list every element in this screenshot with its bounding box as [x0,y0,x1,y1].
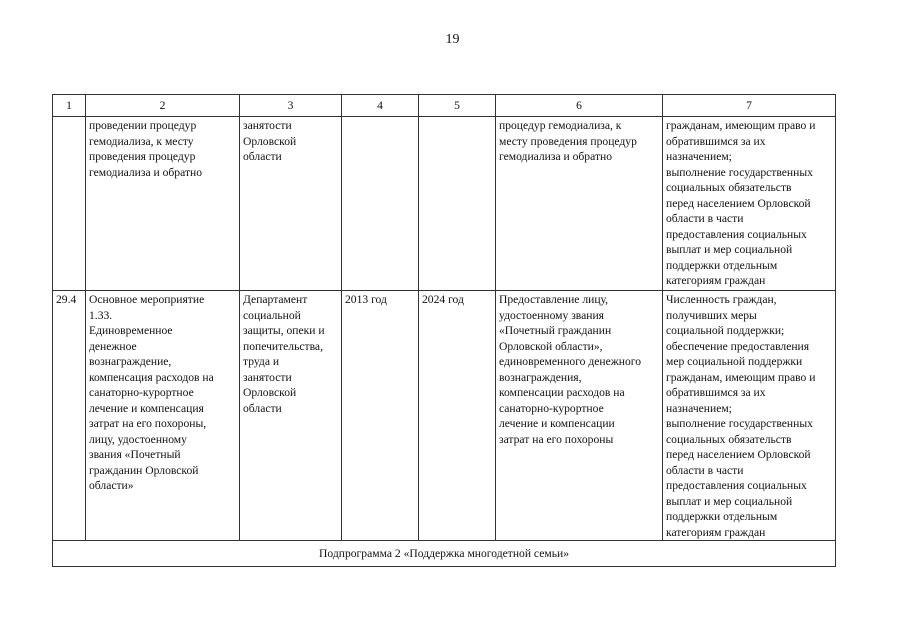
cell-text-line: компенсация расходов на [89,370,214,384]
cell-text-line: перед населением Орловской [666,196,811,210]
cell-text-line: назначением; [666,150,732,163]
header-cell-6: 6 [496,95,663,117]
cell-text-line: занятости [243,370,292,384]
cell-text-line: Орловской [243,386,297,399]
cell-text-line: гемодиализа и обратно [499,150,613,163]
cell-text-line: назначением; [666,401,732,415]
cell-text-line: месту проведения процедур [499,134,637,148]
cell-text-line: защиты, опеки и [243,324,325,337]
cell-text-line: процедур гемодиализа, к [499,119,622,132]
cell-text-line: обратившимся за их [666,134,766,148]
cell-text-line: удостоенному звания [499,308,604,322]
page-number: 19 [445,32,460,47]
cell-text-line: звания «Почетный [89,448,181,461]
cell-text-line: поддержки отдельным [666,258,778,272]
cell-text-line: гражданам, имеющим право и [666,119,816,132]
cell-text-line: Орловской [243,134,297,148]
cell-text-line: обеспечение предоставления [666,339,810,353]
header-cell-1: 1 [53,95,86,117]
cell-text-line: вознаграждение, [89,355,172,368]
cell-text-line: Численность граждан, [666,293,777,306]
cell-text-line: социальной поддержки; [666,324,785,337]
cell-text-line: предоставления социальных [666,479,807,492]
cell-text-line: гемодиализа, к месту [89,134,194,148]
cell-text-line: предоставления социальных [666,227,807,241]
cell-measure-name [86,291,240,541]
cell-text-line: получивших меры [666,308,757,322]
cell-text-line: Предоставление лицу, [499,293,609,306]
cell-text-line: лицу, удостоенному [89,432,187,446]
cell-text-line: социальной [243,308,301,322]
cell-text-line: проведения процедур [89,150,196,163]
cell-text-line: области в части [666,463,744,477]
cell-text-line: области [243,150,282,163]
table-row-continuation [53,117,836,291]
cell-measure-name [86,117,240,291]
program-table [52,94,836,567]
cell-text-line: единовременного денежного [499,355,642,368]
cell-indicator [663,291,836,541]
cell-text-line: лечение и компенсация [89,401,204,415]
cell-text-line: Основное мероприятие [89,293,205,306]
cell-text-line: выплат и мер социальной [666,243,793,256]
cell-text-line: социальных обязательств [666,432,792,446]
cell-text-line: гражданин Орловской [89,463,199,477]
cell-text-line: мер социальной поддержки [666,355,803,368]
cell-text-line: Единовременное [89,324,173,337]
cell-text-line: области» [89,479,134,492]
cell-indicator [663,117,836,291]
cell-text-line: перед населением Орловской [666,448,811,461]
cell-text-line: выплат и мер социальной [666,494,793,508]
cell-text-line: категориям граждан [666,274,766,287]
table-row-subprogram [53,541,836,567]
cell-text-line: гражданам, имеющим право и [666,370,816,384]
cell-text-line: категориям граждан [666,525,766,539]
cell-text-line: проведении процедур [89,119,197,132]
header-row [53,95,836,117]
cell-executor [240,117,342,291]
cell-text-line: лечение и компенсации [499,417,615,430]
cell-text-line: попечительства, [243,339,323,353]
cell-expected-result [496,117,663,291]
cell-executor [240,291,342,541]
cell-text-line: санаторно-курортное [499,401,604,415]
cell-end-year: 2024 год [419,291,496,541]
cell-text-line: выполнение государственных [666,417,813,430]
header-cell-2: 2 [86,95,240,117]
header-cell-7: 7 [663,95,836,117]
header-cell-5: 5 [419,95,496,117]
cell-number [53,117,86,291]
cell-text-line: гемодиализа и обратно [89,165,203,179]
cell-text-line: области [243,401,282,415]
cell-text-line: Орловской области», [499,339,603,353]
cell-text-line: «Почетный гражданин [499,324,612,337]
header-cell-4: 4 [342,95,419,117]
cell-text-line: компенсации расходов на [499,386,625,399]
cell-text-line: вознаграждения, [499,370,582,384]
cell-text-line: санаторно-курортное [89,386,194,399]
cell-text-line: затрат на его похороны [499,432,614,446]
cell-expected-result [496,291,663,541]
subprogram-title: Подпрограмма 2 «Поддержка многодетной семьи» [53,541,836,567]
cell-text-line: 1.33. [89,308,113,322]
cell-start-year [342,117,419,291]
header-cell-3: 3 [240,95,342,117]
cell-text-line: поддержки отдельным [666,510,778,523]
cell-text-line: области в части [666,212,744,225]
cell-text-line: Департамент [243,293,308,306]
table-row-29-4 [53,291,836,541]
cell-text-line: обратившимся за их [666,386,766,399]
cell-text-line: выполнение государственных [666,165,813,179]
cell-text-line: социальных обязательств [666,181,792,194]
cell-text-line: затрат на его похороны, [89,417,207,430]
cell-end-year [419,117,496,291]
cell-text-line: труда и [243,355,280,368]
cell-start-year: 2013 год [342,291,419,541]
cell-text-line: занятости [243,119,292,132]
cell-number: 29.4 [53,291,86,541]
cell-text-line: денежное [89,339,137,353]
